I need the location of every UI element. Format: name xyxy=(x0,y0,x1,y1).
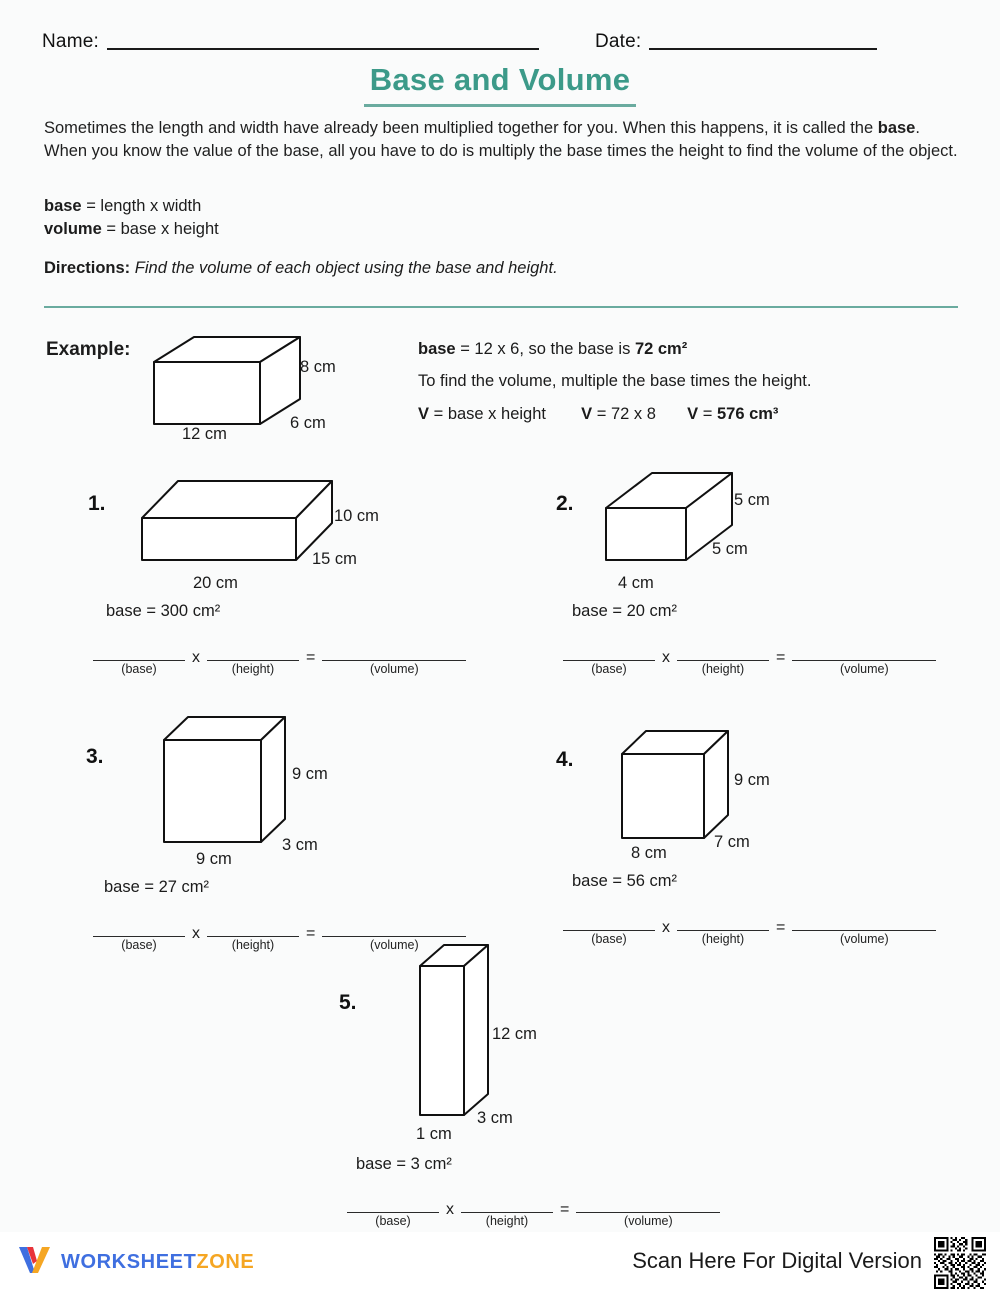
problem-3-answer-row[interactable] xyxy=(93,924,466,952)
problem-1-width-label: 20 cm xyxy=(193,574,238,592)
name-input-line[interactable] xyxy=(107,48,539,50)
problem-2-base-blank[interactable] xyxy=(563,648,655,661)
problem-3-height-blank[interactable] xyxy=(207,924,299,937)
problem-3-height-caption: (height) xyxy=(231,938,275,952)
example-height-label: 8 cm xyxy=(300,358,336,376)
problem-1-base-blank[interactable] xyxy=(93,648,185,661)
problem-3-width-label: 9 cm xyxy=(196,850,232,868)
problem-4-base-text: base = 56 cm² xyxy=(572,872,678,890)
problem-4-height-caption: (height) xyxy=(701,932,745,946)
problem-5-height-label: 12 cm xyxy=(492,1025,537,1043)
problem-5-volume-slot[interactable] xyxy=(576,1200,720,1228)
page-title: Base and Volume xyxy=(364,62,637,107)
problem-5-height-slot[interactable] xyxy=(461,1200,553,1228)
problem-2-base-caption: (base) xyxy=(591,662,627,676)
problem-3-height-label: 9 cm xyxy=(292,765,328,783)
page-footer xyxy=(0,1232,1000,1294)
problem-2-times-symbol: x xyxy=(662,649,670,666)
name-date-header xyxy=(42,20,958,54)
problem-1-base-text: base = 300 cm² xyxy=(106,602,221,620)
problem-1-height-caption: (height) xyxy=(231,662,275,676)
problem-5-base-blank[interactable] xyxy=(347,1200,439,1213)
logo-w-icon xyxy=(18,1244,52,1281)
directions-block xyxy=(44,259,844,278)
logo-word-zone: ZONE xyxy=(196,1251,255,1273)
problem-1-height-label: 10 cm xyxy=(334,507,379,525)
problem-4-volume-slot[interactable] xyxy=(792,918,936,946)
section-divider xyxy=(44,306,958,308)
problem-4-number: 4. xyxy=(556,748,574,771)
example-line-1 xyxy=(418,340,687,359)
example-line3-b: = 72 x 8 xyxy=(592,405,656,423)
problem-3-volume-blank[interactable] xyxy=(322,924,466,937)
problem-5-number: 5. xyxy=(339,991,357,1014)
example-line-3 xyxy=(418,405,778,424)
problem-2-volume-blank[interactable] xyxy=(792,648,936,661)
problem-2-depth-label: 5 cm xyxy=(712,540,748,558)
problem-2-base-text: base = 20 cm² xyxy=(572,602,678,620)
intro-bold-base: base xyxy=(877,119,916,137)
problem-4-base-slot[interactable] xyxy=(563,918,655,946)
problem-2-width-label: 4 cm xyxy=(618,574,654,592)
problem-3-box-figure xyxy=(162,714,287,844)
problem-4-width-label: 8 cm xyxy=(631,844,667,862)
example-line-2: To find the volume, multiple the base times the height. xyxy=(418,372,812,390)
example-line3-c-bold: V xyxy=(687,405,699,423)
problem-5-height-blank[interactable] xyxy=(461,1200,553,1213)
example-line3-c-answer: 576 cm³ xyxy=(716,405,779,423)
problem-5-answer-row[interactable] xyxy=(347,1200,720,1228)
problem-2-height-blank[interactable] xyxy=(677,648,769,661)
problem-5-depth-label: 3 cm xyxy=(477,1109,513,1127)
intro-part2: . When you know the value of the base, all you have to do is multiply the base times the height to find the volume of the object. xyxy=(44,119,958,160)
problem-3-height-slot[interactable] xyxy=(207,924,299,952)
problem-4-box-figure xyxy=(620,728,730,840)
problem-3-times-symbol: x xyxy=(192,925,200,942)
problem-4-height-label: 9 cm xyxy=(734,771,770,789)
problem-5-equals-symbol: = xyxy=(560,1201,570,1218)
example-line3-b-bold: V xyxy=(581,405,593,423)
problem-4-volume-caption: (volume) xyxy=(840,932,889,946)
problem-3-depth-label: 3 cm xyxy=(282,836,318,854)
problem-2-answer-row[interactable] xyxy=(563,648,936,676)
directions-text: Find the volume of each object using the base and height. xyxy=(134,259,558,277)
logo-word-worksheet: WORKSHEET xyxy=(61,1251,197,1273)
problem-2-height-slot[interactable] xyxy=(677,648,769,676)
example-line3-a-bold: V xyxy=(418,405,430,423)
date-label: Date: xyxy=(594,31,642,52)
problem-1-depth-label: 15 cm xyxy=(312,550,357,568)
definition-base-term: base xyxy=(44,197,82,215)
problem-3-base-caption: (base) xyxy=(121,938,157,952)
example-line1-bold: 72 cm² xyxy=(634,340,688,358)
problem-5-box-figure xyxy=(418,942,490,1120)
problem-4-base-caption: (base) xyxy=(591,932,627,946)
problem-3-base-blank[interactable] xyxy=(93,924,185,937)
name-label: Name: xyxy=(42,31,99,52)
date-input-line[interactable] xyxy=(649,48,877,50)
definition-volume xyxy=(44,218,544,241)
problem-5-volume-caption: (volume) xyxy=(624,1214,673,1228)
definition-volume-term: volume xyxy=(44,220,102,239)
logo-text xyxy=(61,1251,254,1274)
problem-1-volume-caption: (volume) xyxy=(370,662,419,676)
problem-5-width-label: 1 cm xyxy=(416,1125,452,1143)
example-line3-a: = base x height xyxy=(429,405,546,423)
example-line1-mid: = 12 x 6, so the base is xyxy=(455,340,635,358)
problem-2-height-caption: (height) xyxy=(701,662,745,676)
problem-5-height-caption: (height) xyxy=(485,1214,529,1228)
problem-3-equals-symbol: = xyxy=(306,925,316,942)
problem-4-volume-blank[interactable] xyxy=(792,918,936,931)
problem-1-answer-row[interactable] xyxy=(93,648,466,676)
problem-4-answer-row[interactable] xyxy=(563,918,936,946)
problem-4-height-blank[interactable] xyxy=(677,918,769,931)
example-depth-label: 6 cm xyxy=(290,414,326,432)
problem-3-base-text: base = 27 cm² xyxy=(104,878,210,896)
problem-4-base-blank[interactable] xyxy=(563,918,655,931)
problem-2-base-slot[interactable] xyxy=(563,648,655,676)
problem-1-number: 1. xyxy=(88,492,106,515)
problem-1-volume-blank[interactable] xyxy=(322,648,466,661)
problem-1-volume-slot[interactable] xyxy=(322,648,466,676)
example-line1-prefix: base xyxy=(418,340,456,358)
problem-1-times-symbol: x xyxy=(192,649,200,666)
problem-1-height-blank[interactable] xyxy=(207,648,299,661)
definitions-block xyxy=(44,195,544,241)
problem-1-base-caption: (base) xyxy=(121,662,157,676)
page-title-container xyxy=(0,62,1000,107)
intro-part1: Sometimes the length and width have already been multiplied together for you. When this happens, it is called the xyxy=(44,119,878,137)
problem-3-base-slot[interactable] xyxy=(93,924,185,952)
problem-5-base-slot[interactable] xyxy=(347,1200,439,1228)
definition-volume-formula: = base x height xyxy=(101,220,219,239)
problem-3-number: 3. xyxy=(86,745,104,768)
problem-1-equals-symbol: = xyxy=(306,649,316,666)
problem-2-number: 2. xyxy=(556,492,574,515)
problem-5-base-text: base = 3 cm² xyxy=(356,1155,452,1173)
qr-code[interactable] xyxy=(932,1235,992,1295)
problem-1-box-figure xyxy=(140,478,335,568)
definition-base-formula: = length x width xyxy=(81,197,202,215)
intro-paragraph xyxy=(44,117,959,163)
problem-5-volume-blank[interactable] xyxy=(576,1200,720,1213)
problem-2-equals-symbol: = xyxy=(776,649,786,666)
example-line3-c-rest: = xyxy=(698,405,717,423)
problem-4-depth-label: 7 cm xyxy=(714,833,750,851)
scan-instruction-text: Scan Here For Digital Version xyxy=(632,1248,922,1273)
problem-5-base-caption: (base) xyxy=(375,1214,411,1228)
problem-2-height-label: 5 cm xyxy=(734,491,770,509)
problem-1-base-slot[interactable] xyxy=(93,648,185,676)
definition-base xyxy=(44,195,544,218)
worksheet-zone-logo[interactable] xyxy=(18,1244,254,1281)
example-width-label: 12 cm xyxy=(182,425,227,443)
example-label: Example: xyxy=(46,339,131,360)
problem-2-volume-caption: (volume) xyxy=(840,662,889,676)
problem-1-height-slot[interactable] xyxy=(207,648,299,676)
problem-5-times-symbol: x xyxy=(446,1201,454,1218)
problem-4-equals-symbol: = xyxy=(776,919,786,936)
directions-label: Directions: xyxy=(44,259,131,277)
problem-3-volume-caption: (volume) xyxy=(370,938,419,952)
problem-4-times-symbol: x xyxy=(662,919,670,936)
problem-4-height-slot[interactable] xyxy=(677,918,769,946)
problem-2-volume-slot[interactable] xyxy=(792,648,936,676)
example-box-figure xyxy=(152,334,302,429)
